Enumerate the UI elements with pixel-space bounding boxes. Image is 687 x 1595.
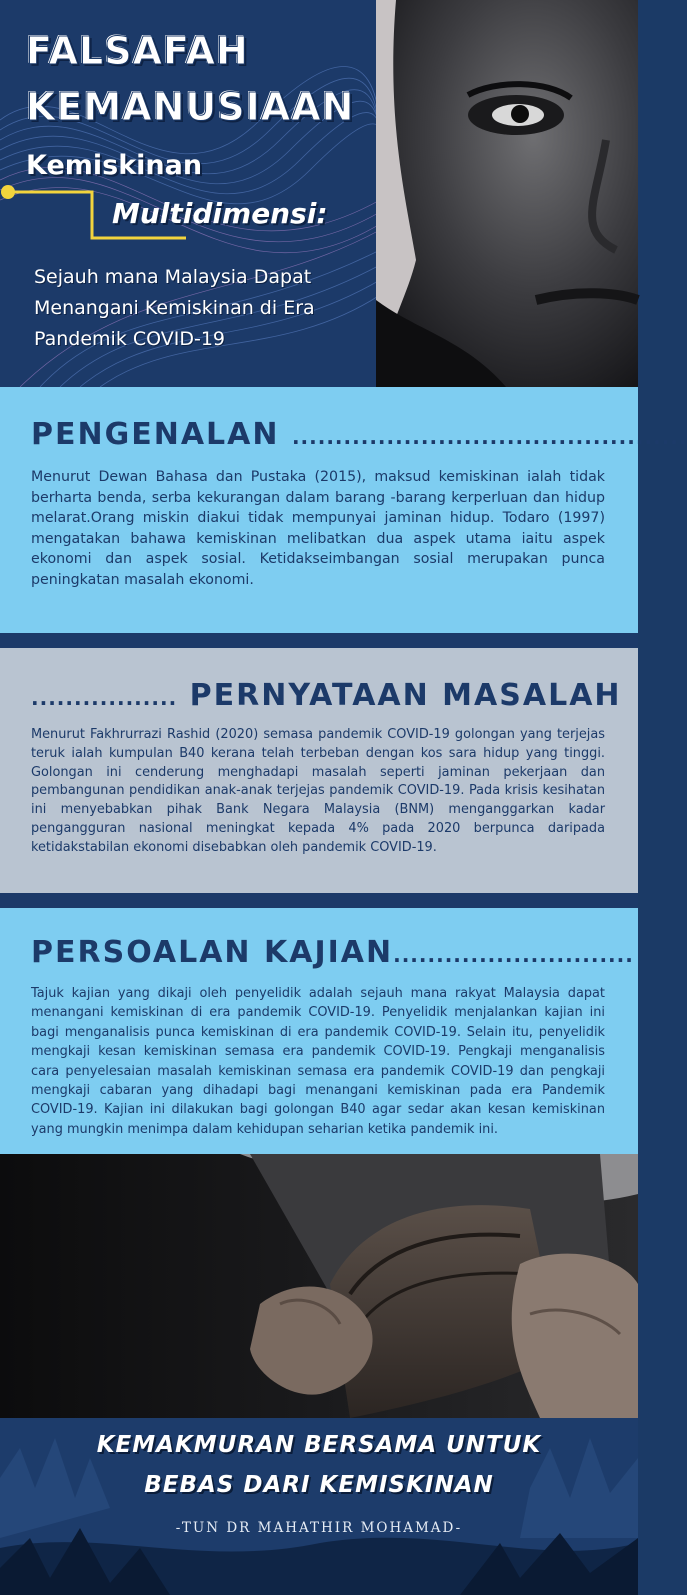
- quote-line2: BEBAS DARI KEMISKINAN: [144, 1472, 494, 1498]
- divider-band: [0, 633, 638, 648]
- empty-wallet-photo: [0, 1154, 638, 1418]
- description-line3: Pandemik COVID-19: [34, 328, 226, 350]
- header-description: [34, 262, 364, 355]
- pernyataan-body: Menurut Fakhrurrazi Rashid (2020) semasa pandemik COVID-19 golongan yang terjejas teruk ialah kumpulan B40 kerana telah terbeban dengan kos sara hidup yang tinggi. Golongan ini cenderung menghadapi masalah seperti jaminan pekerjaan dan pembangunan pendidikan anak-anak terjejas pandemik COVID-19. Pada krisis kesihatan ini menyebabkan pihak Bank Negara Malaysia (BNM) menganggarkan kadar pengangguran nasional meningkat kepada 4% pada 2020 berpunca daripada ketidakstabilan ekonomi disebabkan oleh pandemik COVID-19.: [31, 727, 605, 855]
- quote-footer: [0, 1418, 638, 1595]
- heading-dots: ............................: [393, 943, 634, 967]
- persoalan-body: Tajuk kajian yang dikaji oleh penyelidik adalah sejauh mana rakyat Malaysia dapat menangani kemiskinan di era pandemik COVID-19. Penyelidik menjalankan kajian ini bagi menganalisis punca kemiskinan di era pandemik COVID-19. Selain itu, penyelidik mengkaji kesan kemiskinan semasa era pandemik COVID-19. Pengkaji menganalisis cara penyelesaian masalah kemiskinan semasa era pandemik COVID-19 dan pengkaji mengkaji cabaran yang dihadapi bagi menangani kemiskinan pada era Pandemik COVID-19. Kajian ini dilakukan bagi golongan B40 agar sedar akan kesan kemiskinan yang mungkin menimpa dalam kehidupan seharian ketika pandemik ini.: [31, 986, 605, 1137]
- description-line1: Sejauh mana Malaysia Dapat: [34, 266, 312, 288]
- header-banner: [0, 0, 638, 387]
- portrait-photo: [376, 0, 638, 387]
- quote-line1: KEMAKMURAN BERSAMA UNTUK: [96, 1432, 542, 1458]
- pengenalan-body: Menurut Dewan Bahasa dan Pustaka (2015), maksud kemiskinan ialah tidak berharta benda, serba kekurangan dalam barang -barang kerperluan dan hidup melarat.Orang miskin diakui tidak mempunyai jaminan hidup. Todaro (1997) mengatakan bahawa kemiskinan melibatkan dua aspek utama iaitu aspek ekonomi dan aspek sosial. Ketidakseimbangan sosial merupakan punca peningkatan masalah ekonomi.: [31, 469, 605, 588]
- main-title-line2: KEMANUSIAAN: [26, 85, 355, 129]
- section-persoalan-kajian: [0, 908, 638, 1154]
- main-title-line1: FALSAFAH: [26, 29, 249, 73]
- subtitle-line1: Kemiskinan: [26, 150, 203, 181]
- section-pernyataan-masalah: [0, 648, 638, 893]
- subtitle-line2: Multidimensi:: [112, 197, 328, 230]
- section-pengenalan: [0, 387, 687, 633]
- persoalan-heading: PERSOALAN KAJIAN............................: [31, 935, 634, 970]
- pengenalan-heading: PENGENALAN ..............................................: [31, 417, 687, 452]
- divider-band: [0, 893, 638, 908]
- heading-dots: .................: [31, 686, 178, 710]
- description-line2: Menangani Kemiskinan di Era: [34, 297, 315, 319]
- pernyataan-heading: ................. PERNYATAAN MASALAH: [31, 678, 622, 713]
- quote-author: -TUN DR MAHATHIR MOHAMAD-: [175, 1520, 463, 1536]
- heading-dots: ..............................................: [291, 425, 687, 449]
